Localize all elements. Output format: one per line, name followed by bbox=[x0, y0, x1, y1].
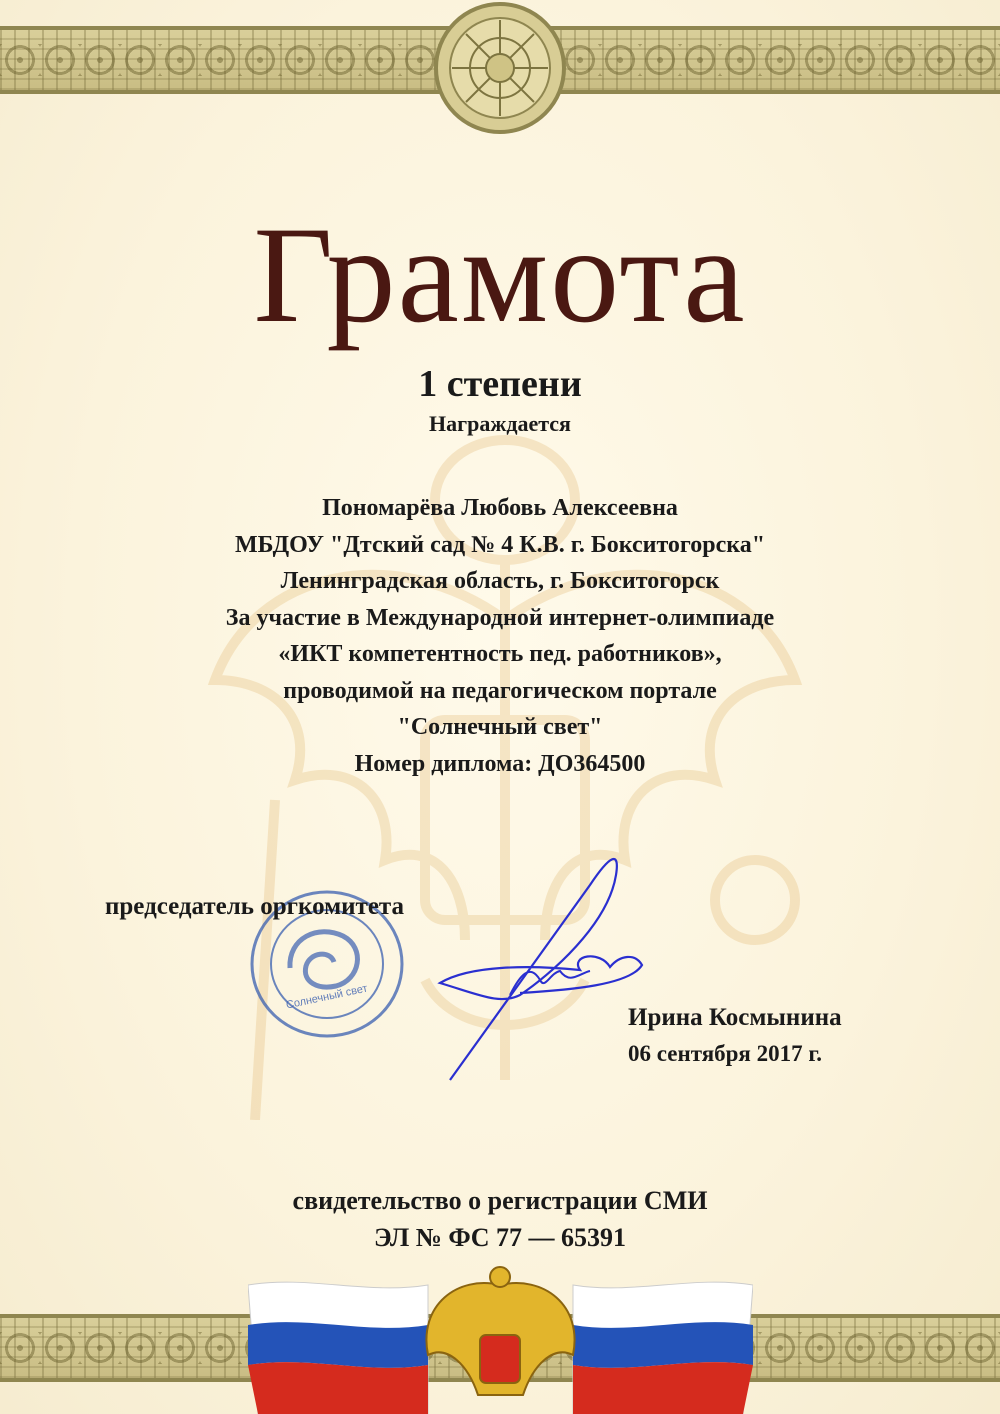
stamp-center-text: Солнечный свет bbox=[284, 982, 369, 1012]
certificate-title: Грамота bbox=[253, 198, 747, 351]
region-line: Ленинградская область, г. Бокситогорск bbox=[280, 568, 720, 594]
portal-name-line: "Солнечный свет" bbox=[397, 714, 603, 740]
chair-label: председатель оргкомитета bbox=[105, 893, 405, 920]
recipient-name: Пономарёва Любовь Алексеевна bbox=[322, 495, 678, 521]
degree-label: 1 степени bbox=[418, 363, 582, 405]
participation-line: За участие в Международной интернет-олимпиаде bbox=[225, 604, 775, 631]
registration-line-1: свидетельство о регистрации СМИ bbox=[292, 1186, 708, 1215]
certificate-body bbox=[0, 490, 1000, 782]
registration-line-2: ЭЛ № ФС 77 — 65391 bbox=[373, 1223, 627, 1252]
organization-line: МБДОУ "Дтский сад № 4 К.В. г. Бокситогорска" bbox=[234, 531, 766, 558]
issue-date: 06 сентября 2017 г. bbox=[628, 1041, 822, 1066]
awarded-label: Награждается bbox=[429, 411, 571, 436]
portal-line: проводимой на педагогическом портале bbox=[283, 677, 717, 704]
russian-flag-with-emblem-icon bbox=[248, 1265, 753, 1414]
rosette-ornament-icon bbox=[432, 0, 568, 136]
signer-name: Ирина Космынина bbox=[628, 1004, 842, 1031]
handwritten-signature bbox=[420, 845, 650, 1085]
diploma-number-line: Номер диплома: ДО364500 bbox=[354, 750, 646, 777]
olympiad-name-line: «ИКТ компетентность пед. работников», bbox=[278, 641, 722, 667]
registration-info bbox=[0, 1182, 1000, 1256]
